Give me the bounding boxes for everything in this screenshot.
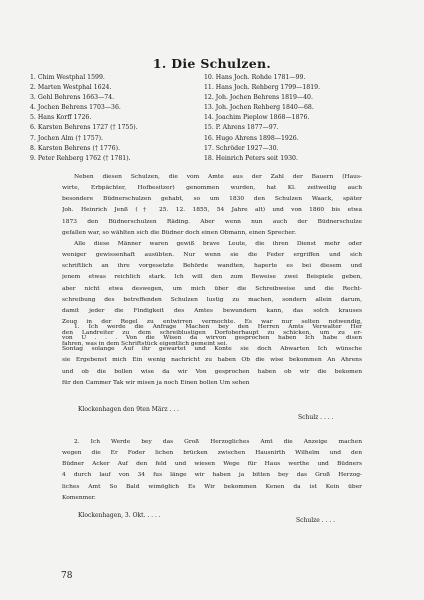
list-item: 12. Joh. Jochen Behrens 1819—40. xyxy=(204,94,313,102)
text-line: fahren, was in dem Schriftstück eigentlich gemeint sei. xyxy=(62,341,228,348)
text-line: 1. Ich werde die Anfrage Machen bey den Herren Amts Verwalter Her xyxy=(74,324,362,330)
list-item: 17. Schröder 1927—30. xyxy=(204,144,279,152)
list-item: 3. Gehl Behrens 1663—74. xyxy=(30,94,115,102)
text-line: sie Ergebenst mich Ein wenig nachricht zu haben Ob die wise bekommen An Ahrens xyxy=(62,357,362,364)
text-line: den Landreiter zu dem schreiblustigen Dorfoberhaupt zu schicken, um zu er- xyxy=(62,330,362,337)
text-line: Joh. Heinrich Jenß († 25. 12. 1855, 54 Jahre alt) und von 1860 bis etwa xyxy=(62,207,362,214)
text-line: Sontag solange Auf ihr gewartet und Konte sie doch Abwarten Ich wünsche xyxy=(62,346,362,353)
text-line: Neben diesen Schulzen, die vom Amte aus der Zahl der Bauern (Haus- xyxy=(74,174,362,180)
letter-example-1 xyxy=(62,322,362,389)
list-item: 2. Marten Westphal 1624. xyxy=(30,84,112,92)
list-item: 6. Karsten Behrens 1727 († 1755). xyxy=(30,124,138,132)
text-line: weniger gewissenhaft ausübten. Nur wenn sie die Feder ergriffen und sich xyxy=(62,252,362,259)
list-item: 8. Karsten Behrens († 1776). xyxy=(30,144,120,152)
text-line: jenem etwas reichlich stark. Ich will den zum Beweise zwei Beispiele geben, xyxy=(62,274,362,281)
text-line: von U . . . Von die Wisen da wirvon gesprochen haben Ich habe disen xyxy=(62,335,362,342)
text-line: liches Amt So Bald wimöglich Es Wir bekommen Kenen da ist Kein über xyxy=(62,483,362,490)
text-line: schreibung des betreffenden Schulzen lustig zu machen, sondern allein darum, xyxy=(62,296,362,303)
list-item: 13. Joh. Jochen Rehberg 1840—68. xyxy=(204,104,314,112)
text-line: wirte, Erbpächter, Hofbesitzer) genommen wurden, hat Kl. zeitweilig auch xyxy=(62,185,362,192)
letter-2-signature: Schulze . . . . xyxy=(296,517,336,524)
list-item: 11. Hans Joch. Rehberg 1799—1819. xyxy=(204,84,321,92)
letter-2-place-date: Klockenhagen, 3. Okt. . . . . xyxy=(78,512,161,519)
text-line: 2. Ich Werde bey das Groß Herzogliches Amt die Anzeige machen xyxy=(74,439,362,445)
list-item: 16. Hugo Ahrens 1898—1926. xyxy=(204,134,299,142)
text-line: Komenmer. xyxy=(62,494,96,501)
page-number: 78 xyxy=(61,571,73,581)
list-item: 9. Peter Rehberg 1762 († 1781). xyxy=(30,154,131,162)
text-line: und ob die bollen wise da wir Von gesprochen haben ob wir die bekomen xyxy=(62,368,362,375)
text-line: wegen die Er Foder lichen brücken zwischen Hausnirth Wilhelm und den xyxy=(62,450,362,457)
text-line: schriftlich an ihre vorgesetzte Behörde wandten, haperte es bei diesem und xyxy=(62,263,362,270)
list-item: 10. Hans Joch. Rohde 1781—99. xyxy=(204,74,306,81)
text-line: damit jeder die Findigkeit des Amtes bewundern kann, das solch krauses xyxy=(62,307,362,314)
letter-1-place-date: Klockenhagen den 9ten März . . . xyxy=(78,406,179,413)
list-item: 14. Joachim Pieplow 1868—1876. xyxy=(204,114,310,122)
list-item: 1. Chim Westphal 1599. xyxy=(30,74,105,81)
paragraph-village-mayors xyxy=(62,172,362,239)
text-line: Zeug in der Regel zu entwirren vermochte. Es war nur selten notwendig, xyxy=(62,319,362,326)
text-line: Büdner Acker Auf den feld und wiesen Wege für Haus werthe und Büdners xyxy=(62,461,362,468)
list-item: 15. P. Ahrens 1877—97. xyxy=(204,124,279,132)
text-line: 4 durch lauf von 34 fus länge wir haben ja bitten bey das Groß Herzog- xyxy=(62,472,362,479)
letter-example-2 xyxy=(62,437,362,504)
list-item: 18. Heinrich Peters seit 1930. xyxy=(204,154,298,162)
list-item: 5. Hans Korff 1726. xyxy=(30,114,92,122)
text-line: 1873 den Büdnerschulzen Räding. Aber wenn nun auch der Büdnerschulze xyxy=(62,218,362,225)
mayor-list-left xyxy=(30,73,205,164)
section-heading: 1. Die Schulzen. xyxy=(152,56,272,71)
list-item: 7. Jochen Alm († 1757). xyxy=(30,134,104,142)
letter-1-signature: Schulz . . . . xyxy=(298,414,334,421)
text-line: gefallen war, so wählten sich die Büdner doch einen Obmann, einen Sprecher. xyxy=(62,229,296,236)
mayor-list-right xyxy=(204,73,384,164)
text-line: besondere Büdnerschulzen gehabt, so um 1830 den Schulzen Waack, später xyxy=(62,196,362,203)
text-line: Alle diese Männer waren gewiß brave Leute, die ihren Dienst mehr oder xyxy=(74,241,362,247)
text-line: für den Cammer Tak wir misen ja noch Einen bollen Um sehen xyxy=(62,379,250,386)
list-item: 4. Jochen Behrens 1703—36. xyxy=(30,104,121,112)
text-line: aber nicht etwa deswegen, um mich über die Schreibweise und die Recht- xyxy=(62,285,362,292)
